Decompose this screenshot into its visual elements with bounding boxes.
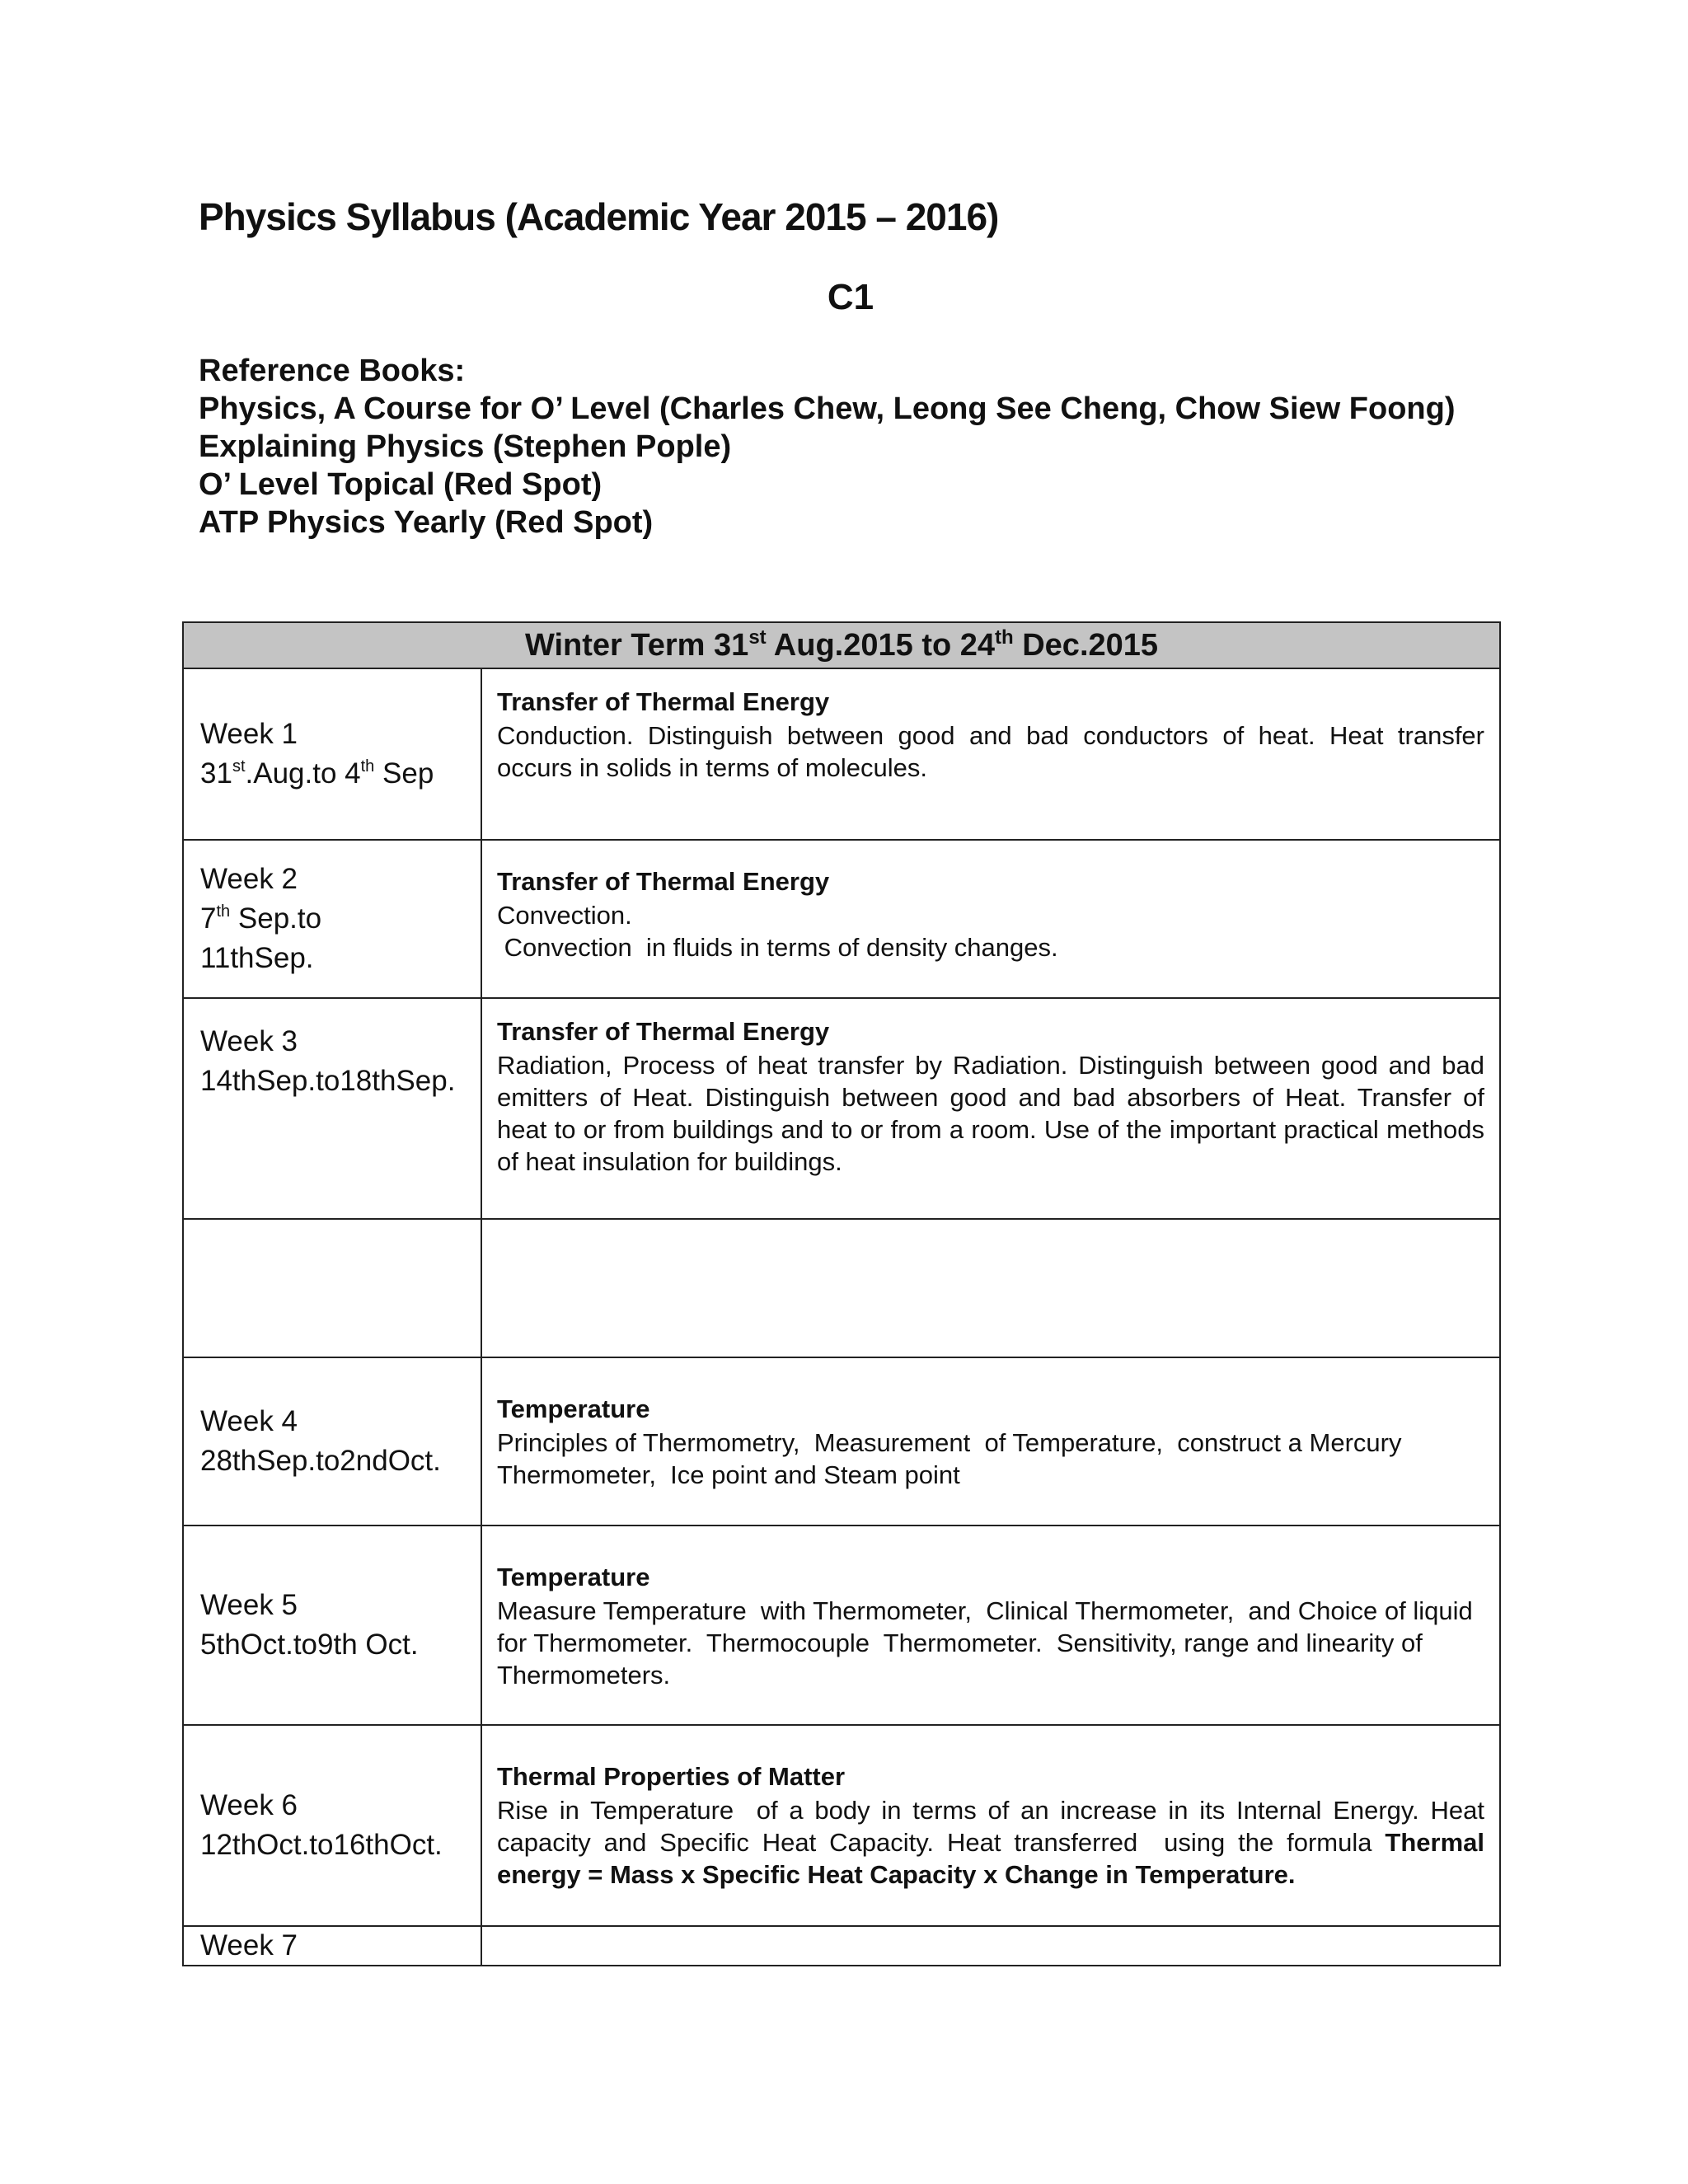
topic-cell	[481, 1526, 1500, 1725]
week-dates: 31st.Aug.to 4th Sep	[200, 757, 434, 790]
empty-cell	[183, 1219, 481, 1357]
table-row	[183, 1725, 1500, 1926]
topic-cell	[481, 840, 1500, 998]
topic-title: Temperature	[497, 1394, 650, 1423]
week-dates: 5thOct.to9th Oct.	[200, 1629, 419, 1661]
week-label: Week 3	[200, 1025, 298, 1057]
topic-description: Principles of Thermometry, Measurement of Temperature, construct a Mercury Thermometer, Ice point and Steam point	[497, 1428, 1409, 1489]
term-header-row	[183, 622, 1500, 668]
week-cell	[183, 1725, 481, 1926]
week-cell	[183, 1926, 481, 1966]
syllabus-table	[182, 621, 1501, 1966]
topic-title: Transfer of Thermal Energy	[497, 1017, 830, 1046]
week-cell	[183, 1357, 481, 1526]
week-dates: 14thSep.to18thSep.	[200, 1065, 456, 1097]
reference-book-1: Physics, A Course for O’ Level (Charles Chew, Leong See Cheng, Chow Siew Foong)	[199, 391, 1456, 426]
topic-cell	[481, 998, 1500, 1219]
page-title: Physics Syllabus (Academic Year 2015 – 2016)	[199, 195, 999, 238]
reference-book-2: Explaining Physics (Stephen Pople)	[199, 429, 732, 464]
formula-text: Thermal energy = Mass x Specific Heat Capacity x Change in Temperature.	[497, 1828, 1484, 1889]
topic-cell	[481, 1357, 1500, 1526]
week-label: Week 6	[200, 1789, 298, 1821]
reference-books	[199, 352, 1484, 541]
week-label: Week 5	[200, 1589, 298, 1621]
topic-description: Rise in Temperature of a body in terms of an increase in its Internal Energy. Heat capacity and Specific Heat Capacity. Heat transferred using the formula Thermal energy = Mass x Specific Heat Capacity x Change in Temperature.	[497, 1796, 1492, 1889]
topic-title: Transfer of Thermal Energy	[497, 867, 830, 896]
topic-cell	[481, 668, 1500, 840]
week-dates: 28thSep.to2ndOct.	[200, 1445, 441, 1477]
week-dates: 7th Sep.to	[200, 902, 322, 935]
term-header: Winter Term 31st Aug.2015 to 24th Dec.2015	[183, 622, 1500, 668]
table-row	[183, 668, 1500, 840]
table-row	[183, 998, 1500, 1219]
topic-title: Temperature	[497, 1563, 650, 1591]
week-cell	[183, 668, 481, 840]
week-label: Week 2	[200, 863, 298, 895]
reference-book-3: O’ Level Topical (Red Spot)	[199, 467, 603, 502]
table-row	[183, 1926, 1500, 1966]
week-dates-line2: 11thSep.	[200, 942, 314, 974]
empty-cell	[481, 1219, 1500, 1357]
table-row	[183, 1357, 1500, 1526]
week-cell	[183, 998, 481, 1219]
reference-book-4: ATP Physics Yearly (Red Spot)	[199, 505, 654, 540]
topic-description-2: Convection in fluids in terms of density changes.	[497, 933, 1058, 962]
table-row	[183, 840, 1500, 998]
topic-description: Radiation, Process of heat transfer by Radiation. Distinguish between good and bad emitters of Heat. Distinguish between good and bad absorbers of Heat. Transfer of heat to or from buildings and to or from a room. Use of the important practical methods of heat insulation for buildings.	[497, 1051, 1484, 1176]
topic-title: Thermal Properties of Matter	[497, 1762, 846, 1791]
week-label: Week 4	[200, 1405, 298, 1437]
reference-books-heading: Reference Books:	[199, 354, 466, 388]
topic-cell	[481, 1926, 1500, 1966]
topic-description: Measure Temperature with Thermometer, Clinical Thermometer, and Choice of liquid for Thermometer. Thermocouple Thermometer. Sensitivity, range and linearity of Thermometers.	[497, 1596, 1480, 1690]
topic-description: Conduction. Distinguish between good and bad conductors of heat. Heat transfer occurs in solids in terms of molecules.	[497, 721, 1484, 782]
table-row-empty	[183, 1219, 1500, 1357]
topic-description: Convection.	[497, 901, 632, 930]
week-cell	[183, 1526, 481, 1725]
week-label: Week 7	[200, 1929, 298, 1961]
topic-cell	[481, 1725, 1500, 1926]
week-label: Week 1	[200, 718, 298, 750]
topic-title: Transfer of Thermal Energy	[497, 687, 830, 716]
class-code: C1	[827, 277, 874, 317]
week-cell	[183, 840, 481, 998]
week-dates: 12thOct.to16thOct.	[200, 1829, 443, 1861]
table-row	[183, 1526, 1500, 1725]
